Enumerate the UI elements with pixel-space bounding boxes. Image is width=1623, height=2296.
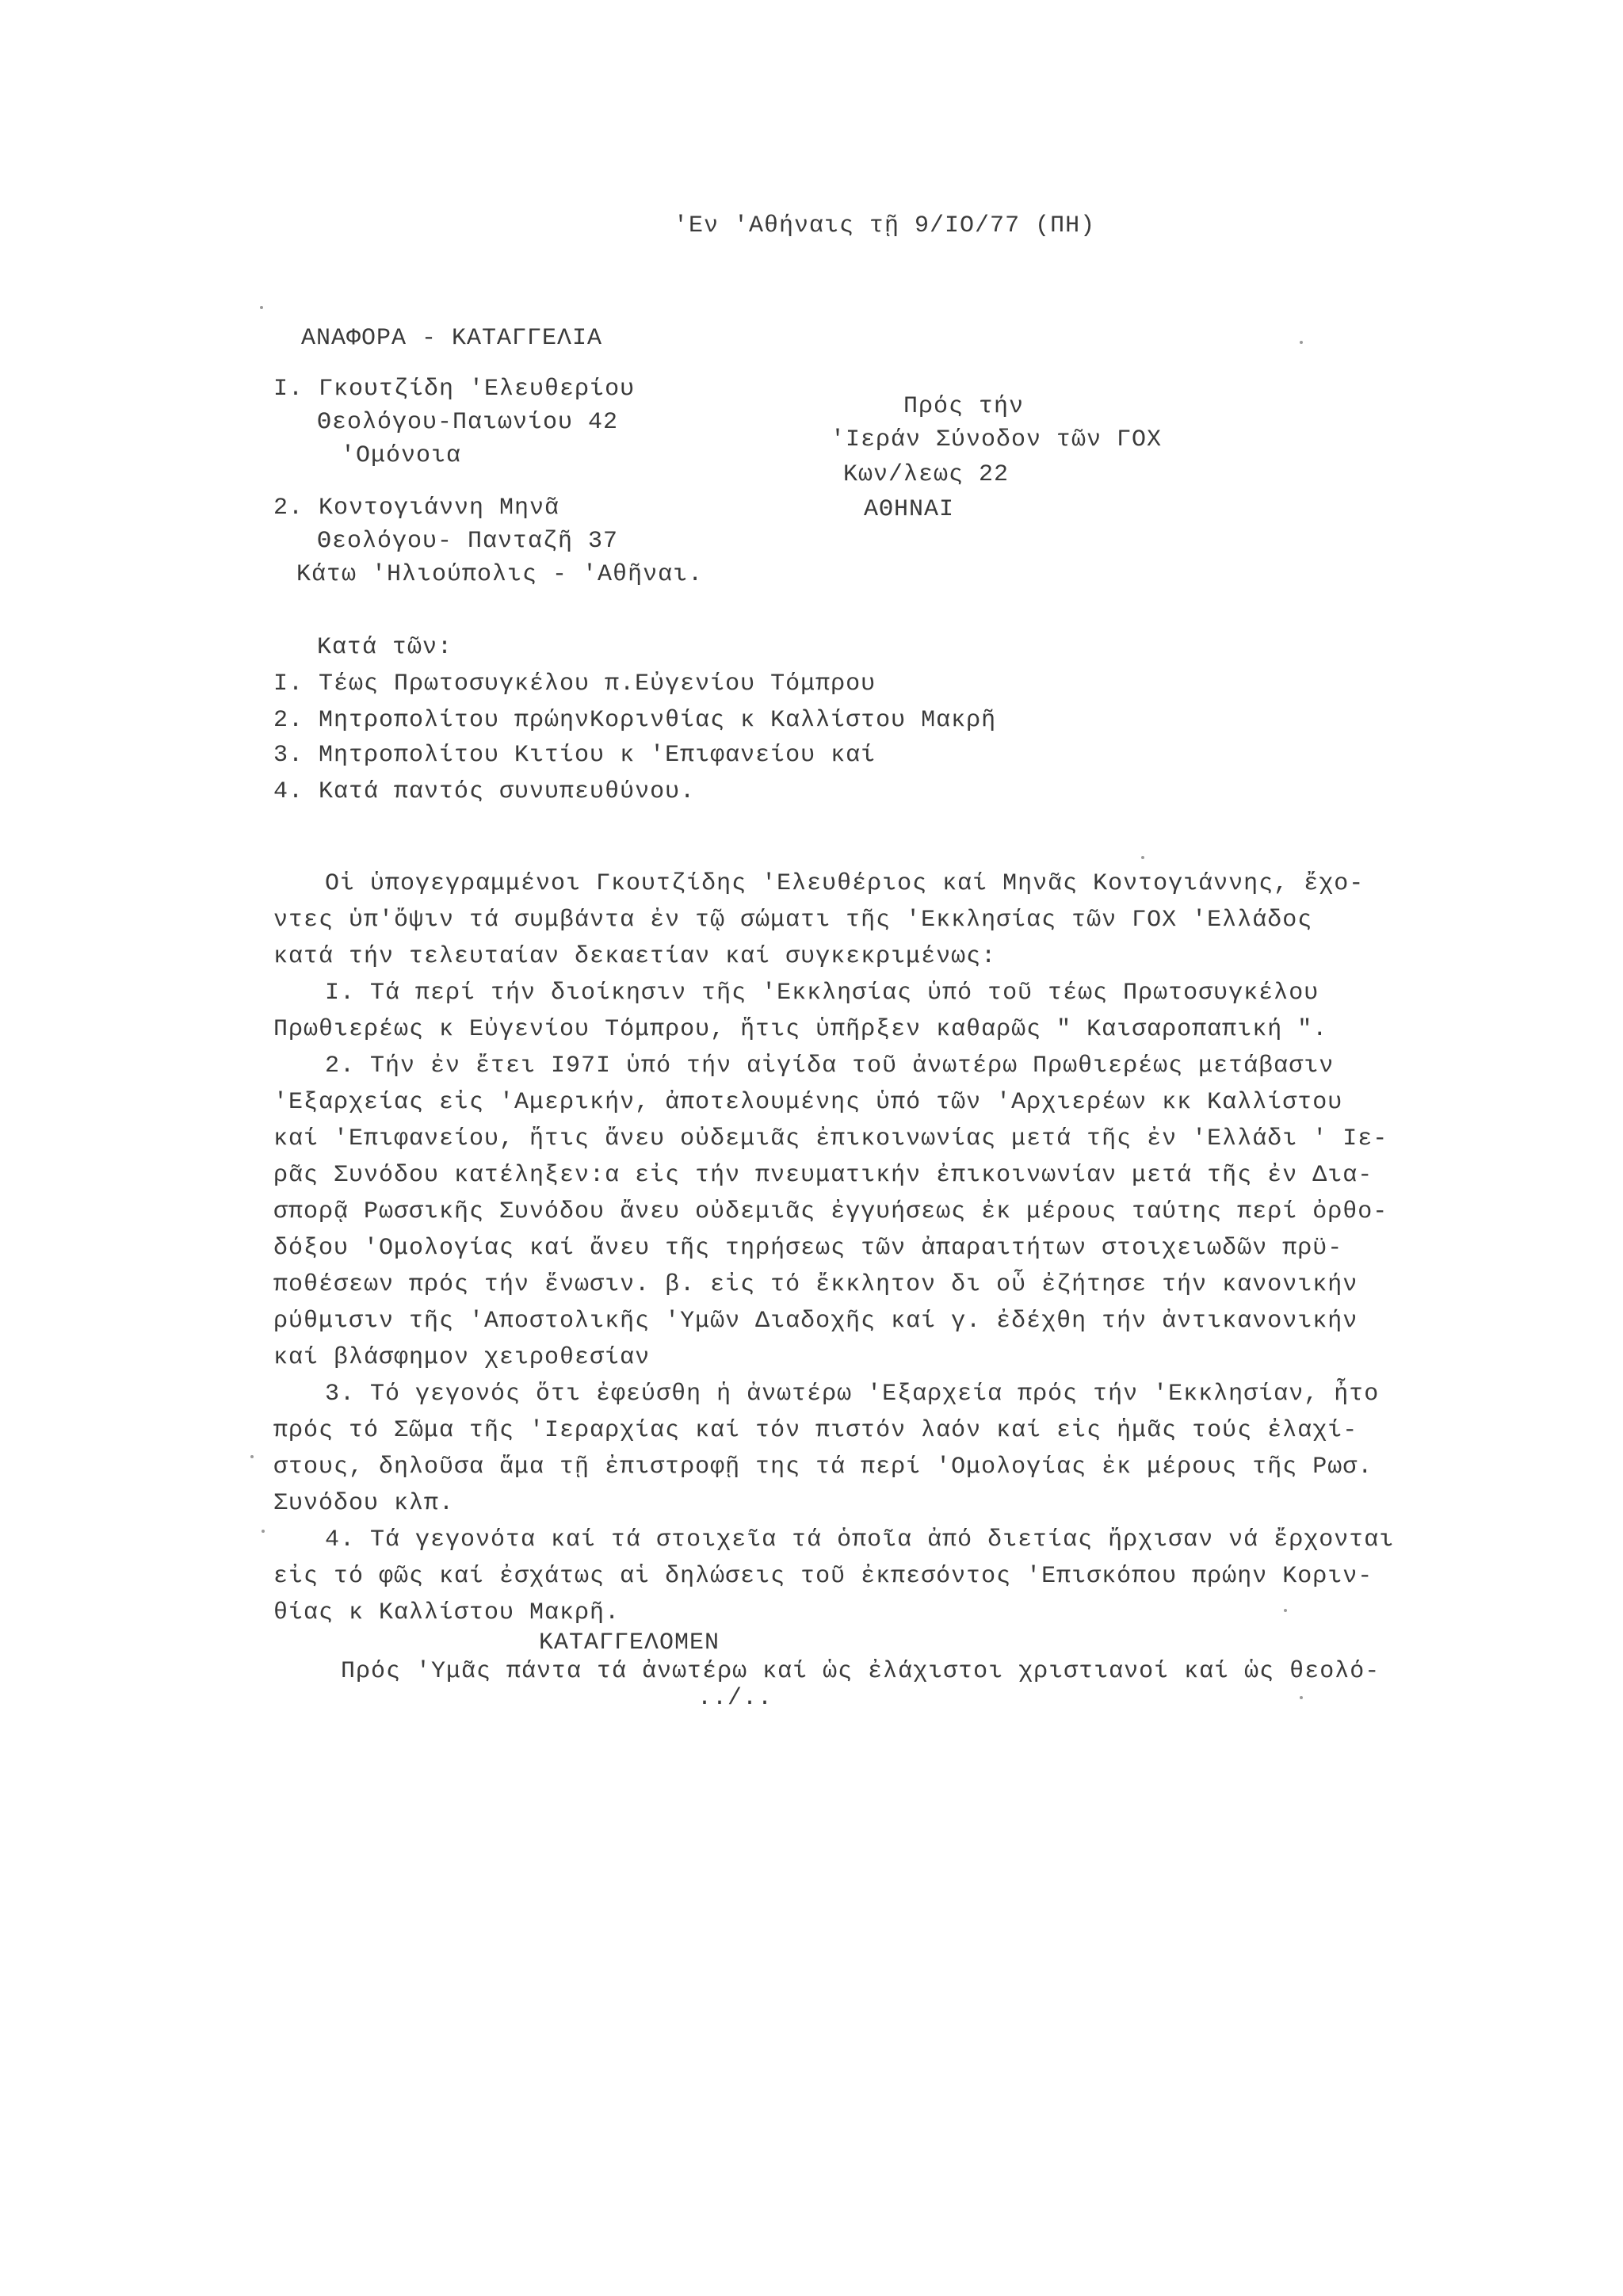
body-line: κατά τήν τελευταίαν δεκαετίαν καί συγκεκριμένως: xyxy=(273,943,997,970)
body-line: 'Εξαρχείας εἰς 'Αμερικήν, ἀποτελουμένης ὑπό τῶν 'Αρχιερέων κκ Καλλίστου xyxy=(273,1089,1343,1116)
against-item-1: I. Τέως Πρωτοσυγκέλου π.Εὐγενίου Τόμπρου xyxy=(273,670,876,697)
scan-speck xyxy=(1284,1609,1287,1612)
recipient-line-2: 'Ιεράν Σύνοδον τῶν ΓΟΧ xyxy=(831,426,1163,453)
date-line: 'Εν 'Αθήναις τῇ 9/IO/77 (ΠΗ) xyxy=(674,212,1096,239)
scan-speck xyxy=(260,306,263,309)
sender-2-line-1: 2. Κοντογιάννη Μηνᾶ xyxy=(273,495,560,521)
body-line: ποθέσεων πρός τήν ἕνωσιν. β. εἰς τό ἔκκλητον δι οὗ ἐζήτησε τήν κανονικήν xyxy=(273,1271,1358,1298)
body-line: καί βλάσφημον χειροθεσίαν xyxy=(273,1344,651,1371)
sender-2-line-3: Κάτω 'Ηλιούπολις - 'Αθῆναι. xyxy=(296,561,704,588)
closing-line: Πρός 'Υμᾶς πάντα τά ἀνωτέρω καί ὡς ἐλάχιστοι χριστιανοί καί ὡς θεολό- xyxy=(341,1658,1381,1685)
body-line: 3. Τό γεγονός ὅτι ἐφεύσθη ἡ ἀνωτέρω 'Εξαρχεία πρός τήν 'Εκκλησίαν, ἦτο xyxy=(325,1381,1380,1408)
scan-speck xyxy=(1300,341,1303,344)
against-item-3: 3. Μητροπολίτου Κιτίου κ 'Επιφανείου καί xyxy=(273,742,876,769)
body-line: 2. Τήν ἐν ἔτει I97I ὑπό τήν αἰγίδα τοῦ ἀνωτέρω Πρωθιερέως μετάβασιν xyxy=(325,1052,1335,1079)
body-line: καί 'Επιφανείου, ἥτις ἄνευ οὐδεμιᾶς ἐπικοινωνίας μετά τῆς ἐν 'Ελλάδι ' Ιε- xyxy=(273,1125,1388,1152)
recipient-line-1: Πρός τήν xyxy=(903,393,1025,420)
scan-speck xyxy=(250,1455,254,1458)
body-line: ρύθμισιν τῆς 'Αποστολικῆς 'Υμῶν Διαδοχῆς καί γ. ἐδέχθη τήν ἀντικανονικήν xyxy=(273,1308,1358,1335)
scan-speck xyxy=(262,1530,265,1533)
body-line: 4. Τά γεγονότα καί τά στοιχεῖα τά ὁποῖα ἀπό διετίας ἤρχισαν νά ἔρχονται xyxy=(325,1526,1395,1553)
against-label: Κατά τῶν: xyxy=(317,634,453,661)
recipient-line-4: ΑΘΗΝΑΙ xyxy=(864,496,955,523)
sender-1-line-2: Θεολόγου-Παιωνίου 42 xyxy=(317,409,619,436)
body-line: στους, δηλοῦσα ἅμα τῇ ἐπιστροφῇ της τά περί 'Ομολογίας ἐκ μέρους τῆς Ρωσ. xyxy=(273,1454,1373,1480)
document-heading: ΑΝΑΦΟΡΑ - ΚΑΤΑΓΓΕΛΙΑ xyxy=(301,325,603,352)
body-line: Συνόδου κλπ. xyxy=(273,1490,455,1517)
body-line: θίας κ Καλλίστου Μακρῆ. xyxy=(273,1599,621,1626)
against-item-2: 2. Μητροπολίτου πρώηνΚορινθίας κ Καλλίστου Μακρῆ xyxy=(273,707,997,734)
body-line: Πρωθιερέως κ Εὐγενίου Τόμπρου, ἥτις ὑπῆρξεν καθαρῶς " Καισαροπαπική ". xyxy=(273,1016,1328,1043)
sender-2-line-2: Θεολόγου- Πανταζῆ 37 xyxy=(317,528,619,555)
against-item-4: 4. Κατά παντός συνυπευθύνου. xyxy=(273,778,696,805)
body-line: δόξου 'Ομολογίας καί ἄνευ τῆς τηρήσεως τῶν ἀπαραιτήτων στοιχειωδῶν πρϋ- xyxy=(273,1235,1343,1262)
body-line: I. Τά περί τήν διοίκησιν τῆς 'Εκκλησίας ὑπό τοῦ τέως Πρωτοσυγκέλου xyxy=(325,980,1319,1007)
body-line: ντες ὑπ'ὄψιν τά συμβάντα ἐν τῷ σώματι τῆς 'Εκκλησίας τῶν ΓΟΧ 'Ελλάδος xyxy=(273,907,1313,934)
denounce-heading: ΚΑΤΑΓΓΕΛΟΜΕΝ xyxy=(539,1629,720,1656)
body-line: σπορᾷ Ρωσσικῆς Συνόδου ἄνευ οὐδεμιᾶς ἐγγυήσεως ἐκ μέρους ταύτης περί ὀρθο- xyxy=(273,1198,1388,1225)
body-line: Οἱ ὑπογεγραμμένοι Γκουτζίδης 'Ελευθέριος καί Μηνᾶς Κοντογιάννης, ἔχο- xyxy=(325,870,1365,897)
body-line: πρός τό Σῶμα τῆς 'Ιεραρχίας καί τόν πιστόν λαόν καί εἰς ἡμᾶς τούς ἐλαχί- xyxy=(273,1417,1358,1444)
recipient-line-3: Κων/λεως 22 xyxy=(843,461,1010,488)
sender-1-line-1: I. Γκουτζίδη 'Ελευθερίου xyxy=(273,376,636,403)
continuation-mark: ../.. xyxy=(697,1685,773,1712)
scan-speck xyxy=(1300,1696,1303,1699)
body-line: ρᾶς Συνόδου κατέληξεν:α εἰς τήν πνευματικήν ἐπικοινωνίαν μετά τῆς ἐν Δια- xyxy=(273,1162,1373,1189)
sender-1-line-3: 'Ομόνοια xyxy=(341,442,462,469)
body-line: εἰς τό φῶς καί ἐσχάτως αἱ δηλώσεις τοῦ ἐκπεσόντος 'Επισκόπου πρώην Κοριν- xyxy=(273,1563,1373,1590)
scan-speck xyxy=(1141,856,1144,859)
